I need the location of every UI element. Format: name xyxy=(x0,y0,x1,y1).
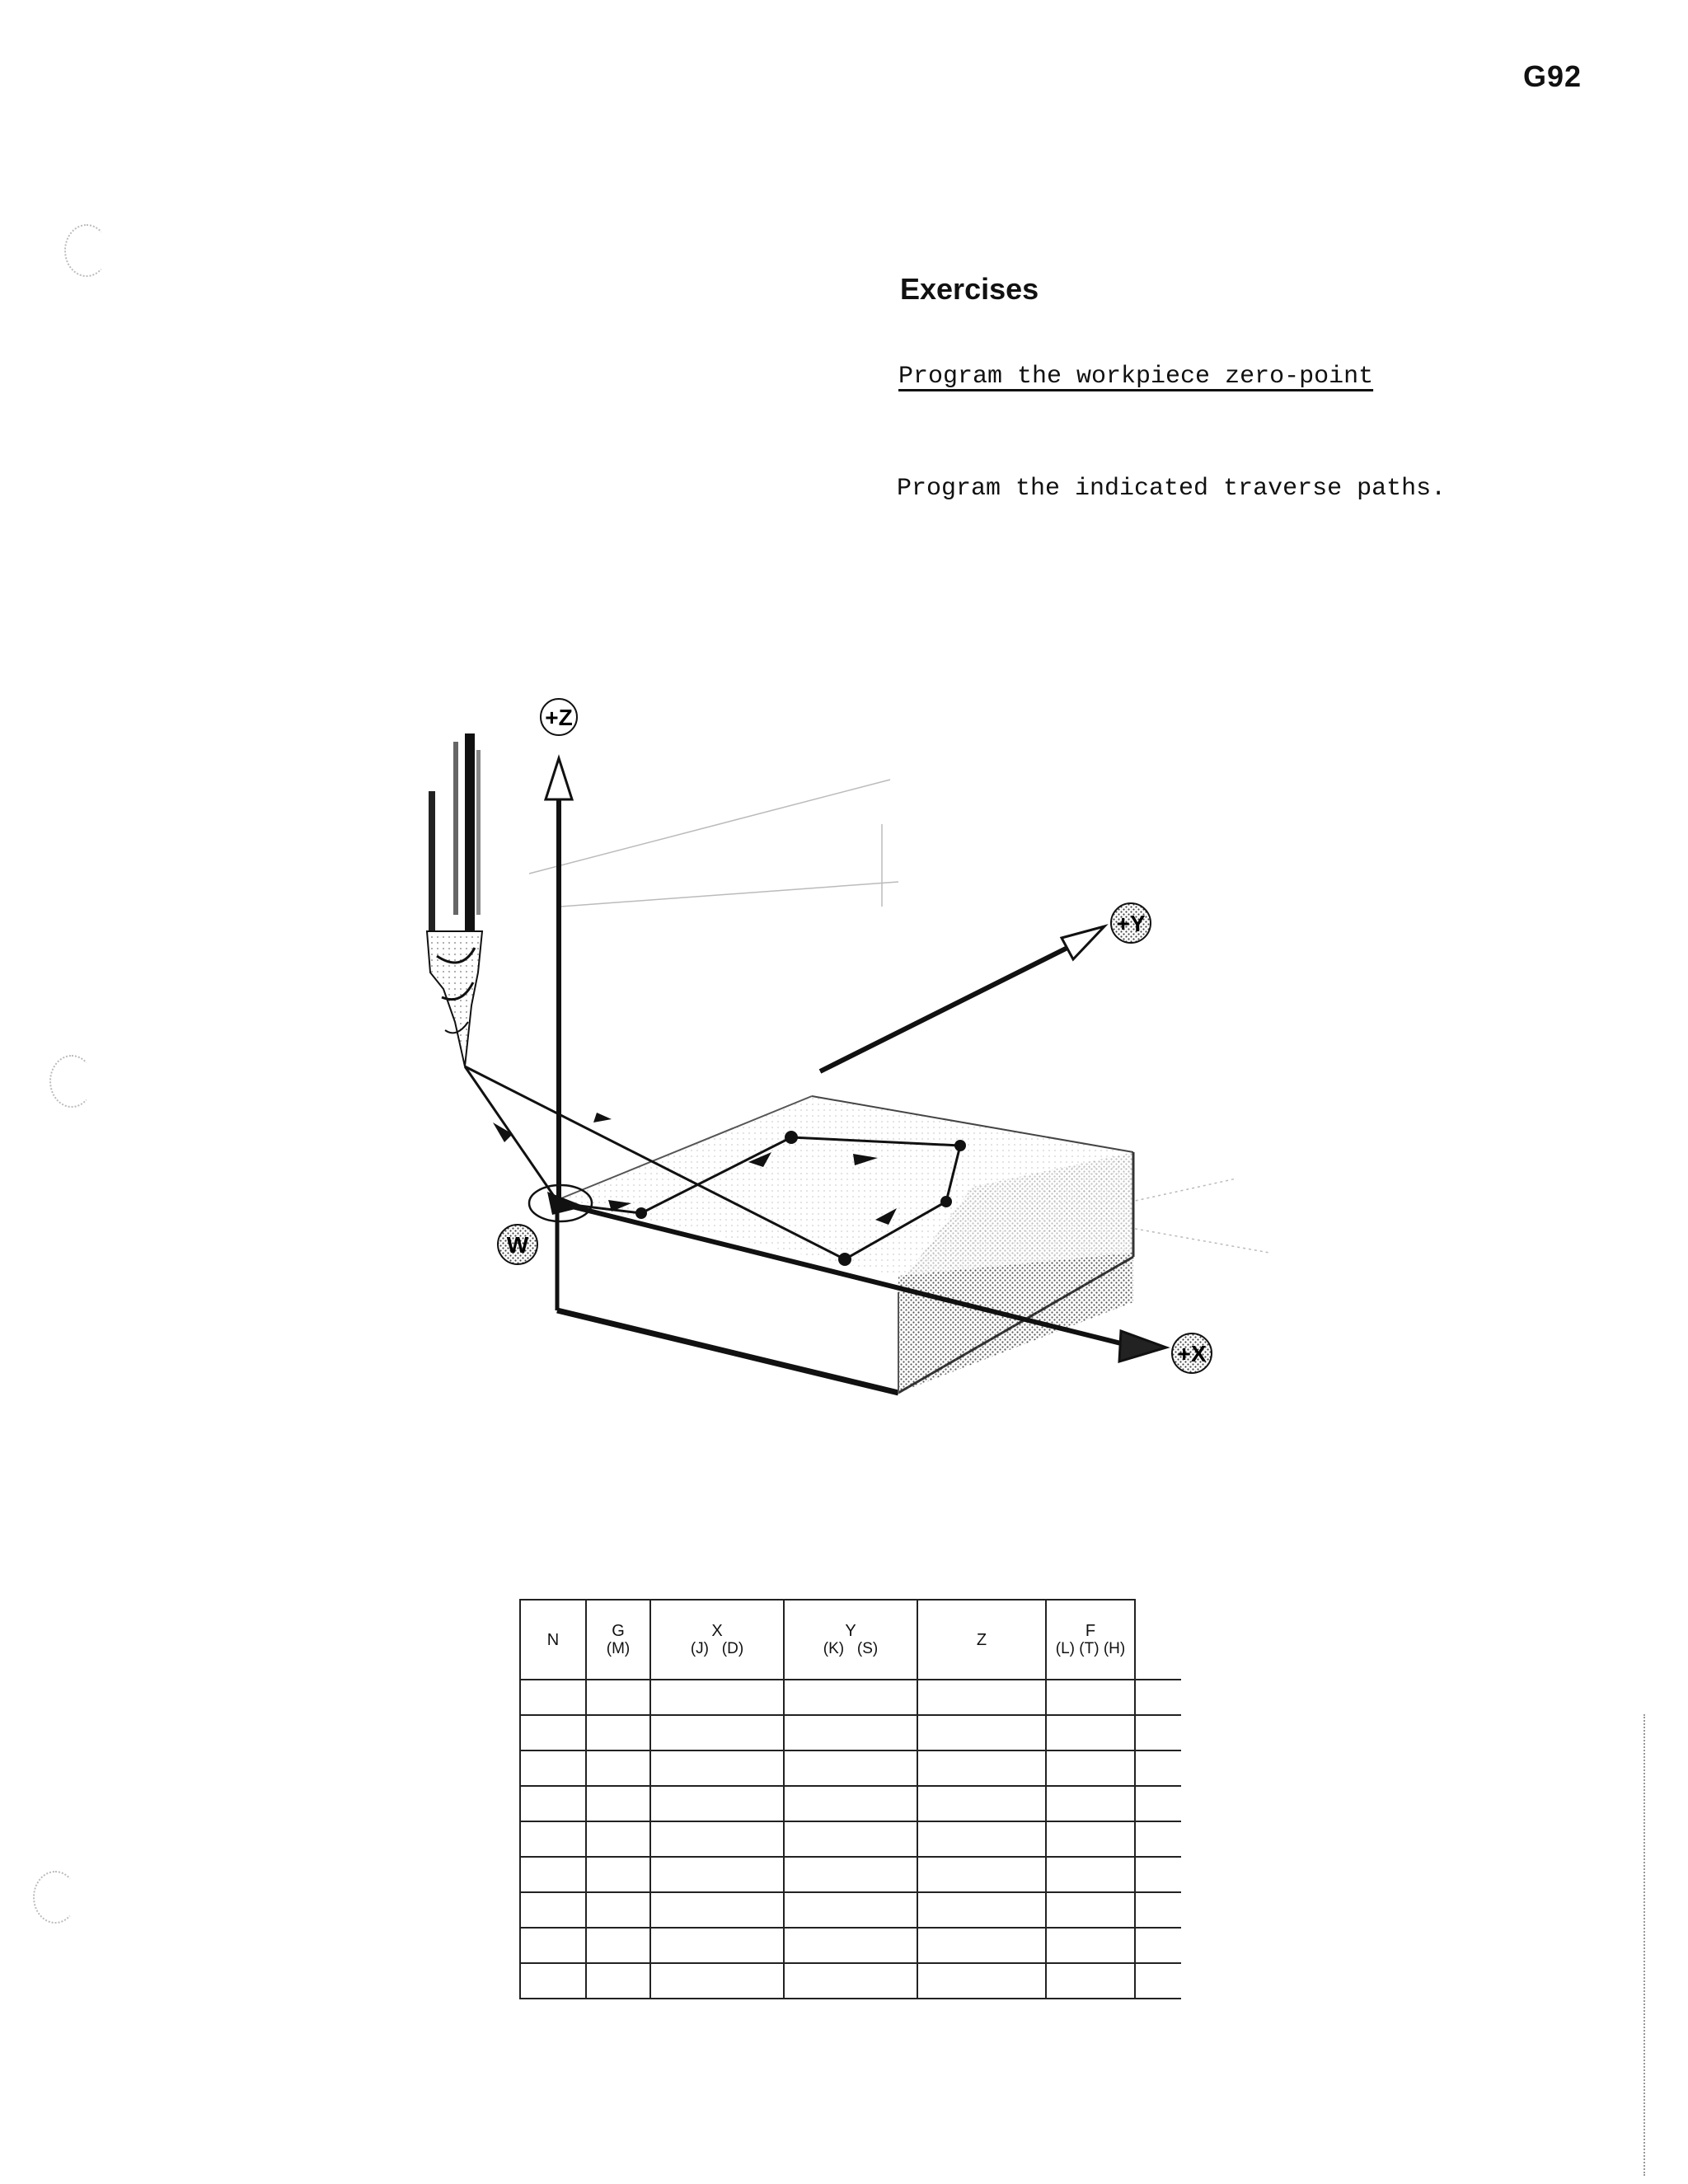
table-cell[interactable] xyxy=(520,1786,586,1821)
column-header-f: F (L) (T) (H) xyxy=(1046,1600,1135,1680)
x-axis-label: +X xyxy=(1177,1341,1207,1366)
table-cell[interactable] xyxy=(650,1786,784,1821)
table-cell-extension xyxy=(1135,1750,1181,1786)
table-cell[interactable] xyxy=(586,1928,650,1963)
table-cell[interactable] xyxy=(650,1715,784,1750)
exercise-instruction: Program the indicated traverse paths. xyxy=(897,475,1447,503)
table-cell[interactable] xyxy=(650,1750,784,1786)
table-cell[interactable] xyxy=(784,1786,917,1821)
z-axis xyxy=(541,699,577,1203)
table-cell[interactable] xyxy=(650,1821,784,1857)
table-row xyxy=(520,1680,1181,1715)
table-row xyxy=(520,1750,1181,1786)
table-cell-extension xyxy=(1135,1821,1181,1857)
column-header-g: G (M) xyxy=(586,1600,650,1680)
table-cell[interactable] xyxy=(1046,1928,1135,1963)
coordinate-diagram-svg xyxy=(396,676,1286,1451)
table-cell[interactable] xyxy=(586,1857,650,1892)
table-cell[interactable] xyxy=(650,1857,784,1892)
punch-hole-mark xyxy=(64,224,109,277)
table-cell[interactable] xyxy=(650,1892,784,1928)
table-cell[interactable] xyxy=(520,1680,586,1715)
y-axis xyxy=(820,903,1151,1071)
table-cell-extension xyxy=(1135,1857,1181,1892)
table-cell-extension xyxy=(1135,1963,1181,1999)
table-cell[interactable] xyxy=(520,1821,586,1857)
table-cell-extension xyxy=(1135,1786,1181,1821)
table-row xyxy=(520,1857,1181,1892)
table-cell[interactable] xyxy=(784,1892,917,1928)
table-cell[interactable] xyxy=(520,1963,586,1999)
column-header-x: X (J) (D) xyxy=(650,1600,784,1680)
table-cell[interactable] xyxy=(586,1715,650,1750)
table-cell[interactable] xyxy=(784,1857,917,1892)
column-header-n: N xyxy=(520,1600,586,1680)
drill-tool-icon xyxy=(427,733,482,1066)
table-row xyxy=(520,1963,1181,1999)
table-cell[interactable] xyxy=(784,1963,917,1999)
table-cell[interactable] xyxy=(520,1750,586,1786)
table-cell[interactable] xyxy=(784,1750,917,1786)
column-header-z: Z xyxy=(917,1600,1046,1680)
table-body xyxy=(520,1680,1181,1999)
punch-hole-mark xyxy=(49,1055,94,1108)
table-cell[interactable] xyxy=(784,1715,917,1750)
punch-hole-mark xyxy=(33,1871,77,1924)
table-cell[interactable] xyxy=(917,1750,1046,1786)
table-cell-extension xyxy=(1135,1892,1181,1928)
section-title: Exercises xyxy=(900,272,1039,306)
table-row xyxy=(520,1715,1181,1750)
table-cell[interactable] xyxy=(1046,1715,1135,1750)
table-cell[interactable] xyxy=(784,1928,917,1963)
table-cell[interactable] xyxy=(586,1963,650,1999)
table-cell[interactable] xyxy=(917,1680,1046,1715)
page-code: G92 xyxy=(1523,59,1582,93)
table-cell[interactable] xyxy=(1046,1963,1135,1999)
table-header-row xyxy=(520,1600,1181,1680)
table-row xyxy=(520,1928,1181,1963)
table-row xyxy=(520,1892,1181,1928)
table-cell[interactable] xyxy=(917,1715,1046,1750)
table-cell[interactable] xyxy=(1046,1821,1135,1857)
table-cell[interactable] xyxy=(1046,1680,1135,1715)
table-cell[interactable] xyxy=(650,1928,784,1963)
table-cell[interactable] xyxy=(520,1715,586,1750)
z-axis-label: +Z xyxy=(545,705,573,730)
table-cell[interactable] xyxy=(784,1821,917,1857)
table-cell[interactable] xyxy=(586,1821,650,1857)
table-cell[interactable] xyxy=(586,1892,650,1928)
table-cell[interactable] xyxy=(917,1892,1046,1928)
scan-edge-line xyxy=(1643,1714,1645,2176)
table-cell-extension xyxy=(1135,1680,1181,1715)
table-cell[interactable] xyxy=(1046,1750,1135,1786)
table-row xyxy=(520,1821,1181,1857)
table-cell[interactable] xyxy=(650,1963,784,1999)
table-cell[interactable] xyxy=(586,1680,650,1715)
program-table xyxy=(519,1599,1181,1999)
table-cell[interactable] xyxy=(917,1786,1046,1821)
coordinate-diagram xyxy=(396,676,1286,1455)
table-cell[interactable] xyxy=(917,1821,1046,1857)
table-cell-extension xyxy=(1135,1928,1181,1963)
zero-point-label: W xyxy=(506,1232,529,1258)
table-cell[interactable] xyxy=(917,1857,1046,1892)
table-cell[interactable] xyxy=(586,1786,650,1821)
table-cell[interactable] xyxy=(1046,1857,1135,1892)
table-cell[interactable] xyxy=(520,1892,586,1928)
table-cell[interactable] xyxy=(917,1963,1046,1999)
column-header-y: Y (K) (S) xyxy=(784,1600,917,1680)
exercise-subheading: Program the workpiece zero-point xyxy=(898,363,1374,391)
y-axis-label: +Y xyxy=(1116,911,1146,936)
table-cell[interactable] xyxy=(1046,1786,1135,1821)
table-cell[interactable] xyxy=(520,1928,586,1963)
table-row xyxy=(520,1786,1181,1821)
table-cell[interactable] xyxy=(1046,1892,1135,1928)
table-cell-extension xyxy=(1135,1715,1181,1750)
table-cell[interactable] xyxy=(520,1857,586,1892)
table-cell[interactable] xyxy=(917,1928,1046,1963)
table-cell[interactable] xyxy=(784,1680,917,1715)
table-cell[interactable] xyxy=(650,1680,784,1715)
table-cell[interactable] xyxy=(586,1750,650,1786)
